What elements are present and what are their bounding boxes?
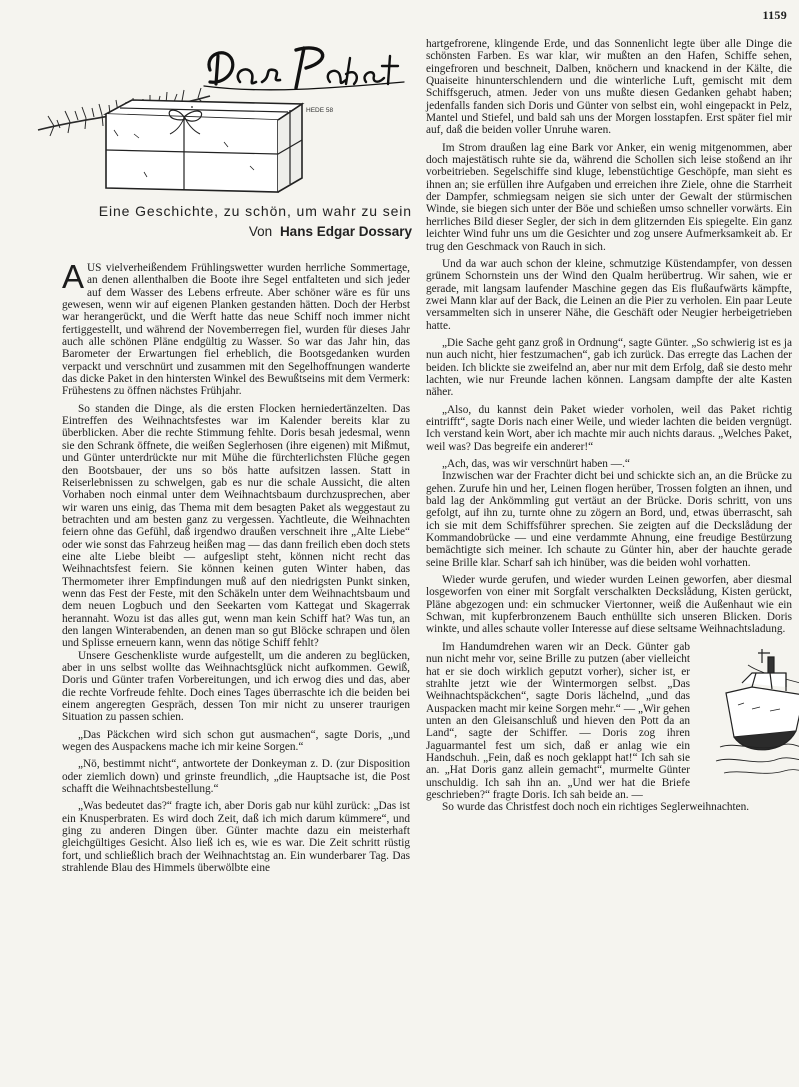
article-subtitle: Eine Geschichte, zu schön, um wahr zu sein [98, 203, 412, 219]
paragraph-text: Im Handumdrehen waren wir an Deck. Günter gab nun nicht mehr vor, seine Brille zu putzen (aber vielleicht hat er sie doch wirklich geputzt vorher), sicher ist, er strahlte jetzt wie der Wintermorgen selbst. „Das Weihnachtspäckchen“, sagte Doris lächelnd, „und das Auspacken macht mir keine Sorgen mehr.“ — „Wir gehen unten an den Gleisanschluß und hieven den Pott da an Land“, sagte der Schiffer. — Doris zog ihren Jaguarmantel fest um sich, daß er anlag wie ein Handschuh. „Fein, daß es noch geklappt hat!“ Ich sah sie an. „Hat Doris ganz allein gemacht“, murmelte Günter unschuldig. Ich sah ihn an. „Und wer hat die Briefe geschrieben?“ fragte Doris. Ich sah beide an. — [426, 640, 690, 801]
byline-prefix: Von [248, 224, 273, 239]
artist-signature: HEDE 58 [306, 107, 334, 114]
paragraph: Inzwischen war der Frachter dicht bei und schickte sich an, an die Brücke zu gehen. Zurufe hin und her, Leinen flogen herüber, Trossen folgten an ihnen, und bald lag der Ankömmling gut vertäut an der Brücke. Doris schritt, von uns gefolgt, auf ihn zu, turnte ohne zu zögern an Bord, und, etwas überrascht, sah ich sie mit dem Schiffsführer sprechen. Sie zeigten auf die Deckslådung der Kommandobrücke — und eine verdammte Ahnung, eine freudige Bestürzung bemächtigte sich meiner. Ich schaute zu Günter hin, aber der hauchte gerade seine Brille klar. Scharf sah ich hinüber, was die beiden wohl vorhatten. [426, 470, 792, 569]
page-number: 1159 [762, 8, 787, 22]
paragraph: Wieder wurde gerufen, und wieder wurden Leinen geworfen, aber diesmal losgeworfen von einer mit Sorgfalt verschalkten Deckslådung, Kisten gerückt, Pläne abgezogen und: ein schmucker Viertonner, weiß die Außenhaut wie ein Schwan, mit kupferbronzenem Bauch enthüllte sich unseren Blicken. Doris winkte, und alles schaute voller Interesse auf diese seltsame Weihnachtsladung. [426, 574, 792, 636]
paragraph: „Die Sache geht ganz groß in Ordnung“, sagte Günter. „So schwierig ist es ja nun auch nicht, hier festzumachen“, gab ich zurück. Das erregte das Lachen der beiden. Ich blickte sie zweifelnd an, aber nur mit dem Erfolg, daß sie desto mehr lachten, wie nur Freunde lachen können. Langsam dampfte der alte Kasten näher. [426, 336, 792, 399]
calligraphic-title [204, 48, 404, 90]
author-name: Hans Edgar Dossary [279, 224, 412, 239]
paragraph: „Also, du kannst dein Paket wieder vorholen, weil das Paket richtig eintrifft“, sagte Doris nach einer Weile, und wieder lachten die beiden vergnügt. Ich verstand kein Wort, aber ich machte mir auch nichts daraus. „Welches Paket, weil was? Das begreife ein anderer!“ [426, 403, 792, 453]
paragraph [426, 641, 792, 801]
paragraph-text: US vielverheißendem Frühlingswetter wurden herrliche Sommertage, an denen allenthalben die Boote ihre Segel entfalteten und sich jeder auf dem Wasser des Lebens erfreute. Aber schöner wäre es für uns gewesen, wenn wir auf eigenen Planken gestanden hätten. Doch der Herbst war herangerückt, und die Werft hatte das neue Schiff noch immer nicht fertiggestellt, und während der Novemberregen fiel, wurden für dieses Jahr auch alle schönen Pläne endgültig zu Wasser. So war das Jahr hin, das Barometer der Erwartungen fiel erheblich, die Bootsgedanken wurden verpackt und verschnürt und zusammen mit den Segelhoffnungen wanderte das dicke Paket in den hintersten Winkel des Bewußtseins mit dem Vermerk: Frühestens zu öffnen nächstes Frühjahr. [62, 262, 410, 398]
paragraph: hartgefrorene, klingende Erde, und das Sonnenlicht legte über alle Dinge die schönsten Farben. Es war klar, wir mußten an den Hafen, Schiffe sehen, eingefroren und beschneit, Dalben, knöchern und knackend in der Kälte, die Quaiseite hinunterschlendern und die winterliche Luft, gemischt mit dem Schiffsgeruch, atmen. Jeder von uns mußte diesen Gedanken gehabt haben; jedenfalls fanden sich Doris und Günter von selbst ein, wohl eingepackt in Pelz, Mantel und Stiefel, und bald sah uns der Morgen losstapfen. Erst später fiel mir auf, daß die beiden voller Unruhe waren. [426, 38, 792, 137]
paragraph: So wurde das Christfest doch noch ein richtiges Seglerweihnachten. [442, 801, 750, 814]
drop-cap: A [62, 258, 85, 295]
paragraph: „Was bedeutet das?“ fragte ich, aber Doris gab nur kühl zurück: „Das ist ein Knusperbraten. Es wird doch Zeit, daß ich mich darum kümmere“, und ging zu anderen Dingen über. Günter machte dazu ein meisterhaft gleichgültiges Gesicht. Also ließ ich es, wie es war. Die Zeit schritt rüstig fort, und schließlich brach der Weihnachtstag an. Ein wunderbarer Tag. Das strahlende Blau des Himmels überwölbte eine [62, 800, 410, 875]
ship-illustration [696, 643, 792, 791]
package-box [106, 100, 302, 192]
left-column [62, 258, 410, 875]
paragraph [62, 258, 410, 398]
right-column [426, 38, 792, 814]
paragraph: So standen die Dinge, als die ersten Flocken herniedertänzelten. Das Eintreffen des Weihnachtsfestes war im Kalender bereits klar zu überblicken. Aber die rechte Stimmung fehlte. Doris besah jedesmal, wenn sie den Schrank öffnete, die weißen Seglerhosen (ihre eigenen) mit Mißmut, und Günter unterdrückte nur mit Mühe die fürchterlichsten Flüche gegen den Bootsbauer, der uns so bös hatte aufsitzen lassen. Statt in Reiserlebnissen zu schwelgen, gab es nur die schale Aussicht, die alten Vorhaben noch einmal unter dem Weihnachtsbaum durchzusprechen, aber wir waren uns einig, das Thema mit dem besagten Paket als weggestaut zu betrachten und am besten ganz zu vergessen. Yachtleute, die Weihnachten feiern ohne das Gefühl, daß irgendwo draußen verschneit ihre „Alte Liebe“ oder wie sonst das Fahrzeug heißen mag — das dann freilich eben doch stets eine alte Liebe bleibt — aufgeslipt steht, können nicht recht das Weihnachtsfest feiern. Sie können keinen guten Winter haben, das Thermometer ihrer Empfindungen muß auf den niedrigsten Punkt sinken, wenn das Fest der Feste, mit den Schäkeln unter dem Weihnachtsbaum und dem neuen Logbuch und den Seekarten vom Kattegat und Skagerrak herannaht. Wozu ist das alles gut, wenn man kein Schiff hat? Was tun, an den langen Winterabenden, an denen man so gut Blöcke schrapen und ölen und Splisse erneuern kann, wenn das nötige Schiff fehlt? [62, 402, 410, 650]
paragraph: Im Strom draußen lag eine Bark vor Anker, ein wenig mitgenommen, aber doch majestätisch ruhte sie da, während die Schollen sich leise stoßend an ihr vorbeitrieben. Segelschiffe sind kluge, lebenstüchtige Geschöpfe, man sieht es ihnen an; sie erfüllen ihre Aufgaben und erreichen ihre Ziele, ohne die Starrheit der Dampfer, schmiegsam neigen sie sich unter der Gewalt der stürmischen Winde, sie biegen sich unter der Böe und schießen umso schneller vorwärts. Ein herrliches Bild dieser Segler, der sich in dem glitzernden Eis spiegelte. Ein ganz leichter Wind fuhr uns um die Gesichter und zog unsere Aufmerksamkeit ab. Er trug den Geschmack von Rauch in sich. [426, 141, 792, 253]
paragraph: „Das Päckchen wird sich schon gut ausmachen“, sagte Doris, „und wegen des Auspackens mache ich mir keine Sorgen.“ [62, 728, 410, 754]
package-drawing [34, 38, 414, 198]
freighter-drawing [712, 643, 799, 791]
paragraph: Unsere Geschenkliste wurde aufgestellt, um die anderen zu beglücken, aber in uns selbst wollte das Weihnachtsglück nicht aufkommen. Gewiß, Doris und Günter trafen Vorbereitungen, und ich erwog dies und das, aber die rechte Vorfreude fehlte. Doch eines Tages überraschte ich die beiden bei einem angeregten Gespräch, dessen Ton mir nicht zu unserer traurigen Situation zu passen schien. [62, 649, 410, 724]
header-illustration [34, 38, 414, 198]
paragraph: „Nö, bestimmt nicht“, antwortete der Donkeyman z. D. (zur Disposition oder ziemlich down) und grinste freundlich, „die Hauptsache ist, die Post schafft die Weihnachtsbestellung.“ [62, 758, 410, 796]
byline [60, 224, 412, 239]
paragraph: Und da war auch schon der kleine, schmutzige Küstendampfer, von dessen grünem Schornstein uns der Wind den Qualm herübertrug. Wir sahen, wie er gerade, mit langsam laufender Maschine gegen das Eis flußaufwärts kämpfte, zwei Mann klar auf der Back, die Leinen an die Pier zu verholen. Ein paar Leute versammelten sich in unserer Nähe, die Geschäft oder Neugier herbeigetrieben hatte. [426, 257, 792, 332]
paragraph: „Ach, das, was wir verschnürt haben —.“ [442, 458, 630, 470]
